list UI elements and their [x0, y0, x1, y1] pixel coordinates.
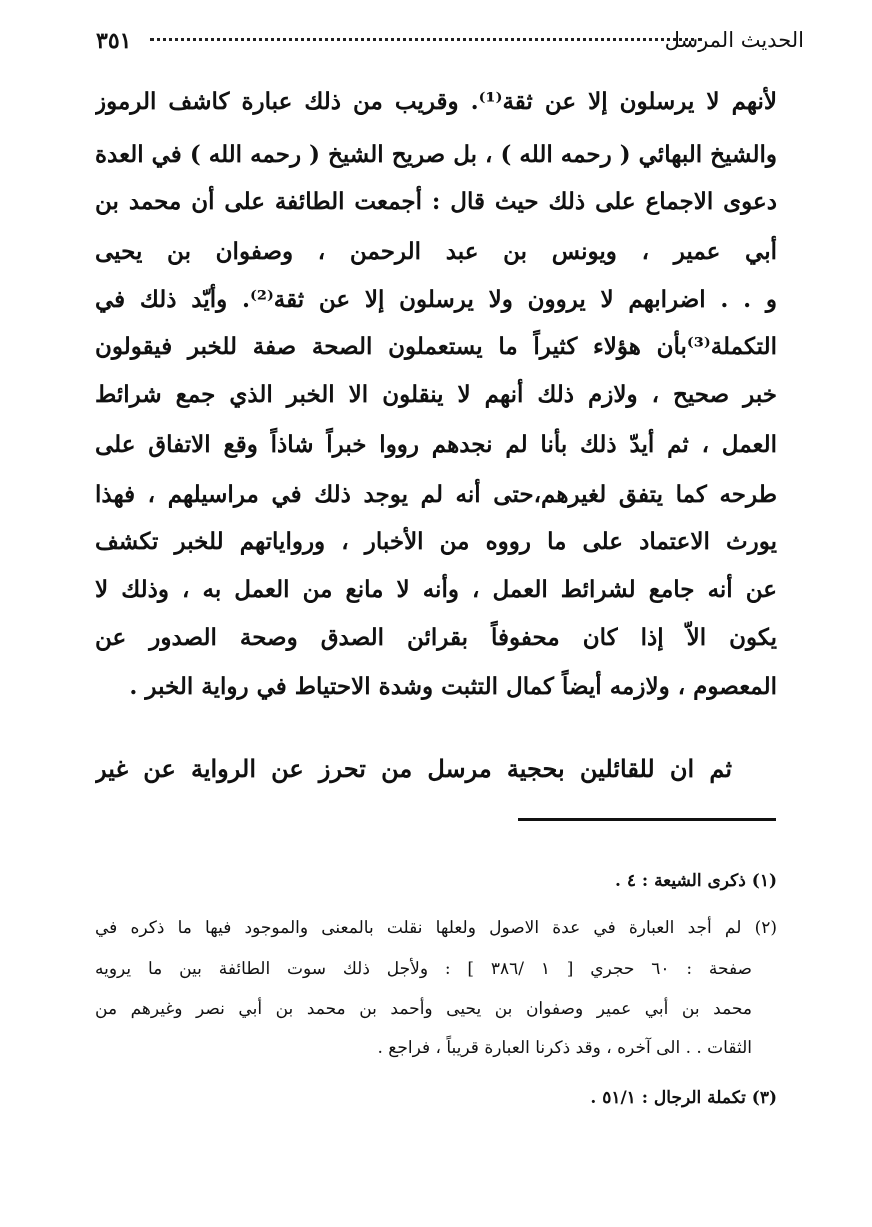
body-line: لأنهم لا يرسلون إلا عن ثقة⁽¹⁾. وقريب من ذلك عبارة كاشف الرموز	[95, 88, 777, 115]
body-line: والشيخ البهائي ( رحمه الله ) ، بل صريح الشيخ ( رحمه الله ) في العدة	[95, 141, 777, 168]
page-number: ٣٥١	[96, 28, 132, 54]
body-line: خبر صحيح ، ولازم ذلك أنهم لا ينقلون الا الخبر الذي جمع شرائط	[95, 381, 777, 408]
body-line: المعصوم ، ولازمه أيضاً كمال التثبت وشدة الاحتياط في رواية الخبر .	[129, 673, 777, 700]
body-line: أبي عمير ، ويونس بن عبد الرحمن ، وصفوان بن يحيى	[95, 238, 777, 265]
body-line: العمل ، ثم أيدّ ذلك بأنا لم نجدهم رووا خبراً شاذاً وقع الاتفاق على	[95, 431, 777, 458]
footnote-2-line: (٢) لم أجد العبارة في عدة الاصول ولعلها نقلت بالمعنى والموجود فيها ما ذكره في	[95, 918, 777, 938]
footnote-2-line: الثقات . . الى آخره ، وقد ذكرنا العبارة قريباً ، فراجع .	[377, 1038, 752, 1058]
body-line: طرحه كما يتفق لغيرهم،حتى أنه لم يوجد ذلك في مراسيلهم ، فهذا	[95, 481, 777, 508]
body-line: و . . اضرابهم لا يروون ولا يرسلون إلا عن ثقة⁽²⁾. وأيّد ذلك في	[95, 286, 777, 313]
body-line: التكملة⁽³⁾بأن هؤلاء كثيراً ما يستعملون الصحة صفة للخبر فيقولون	[95, 333, 777, 360]
running-title: الحديث المرسل	[664, 28, 804, 52]
header-dot-leader	[150, 38, 702, 41]
footnote-separator	[518, 818, 776, 821]
footnote-2-line: صفحة : ٦٠ حجري [ ١ /٣٨٦ ] : ولأجل ذلك سوت الطائفة بين ما يرويه	[95, 959, 752, 979]
body-line: يورث الاعتماد على ما رووه من الأخبار ، ورواياتهم للخبر تكشف	[95, 528, 777, 555]
body-line: يكون الاّ إذا كان محفوفاً بقرائن الصدق وصحة الصدور عن	[95, 624, 777, 651]
footnote-3: (٣) تكملة الرجال : ٥١/١ .	[590, 1088, 777, 1108]
body-line: دعوى الاجماع على ذلك حيث قال : أجمعت الطائفة على أن محمد بن	[95, 188, 777, 215]
footnote-2-line: محمد بن أبي عمير وصفوان بن يحيى وأحمد بن محمد بن أبي نصر وغيرهم من	[95, 999, 752, 1019]
new-paragraph: ثم ان للقائلين بحجية مرسل من تحرز عن الرواية عن غير	[95, 754, 732, 783]
body-line: عن أنه جامع لشرائط العمل ، وأنه لا مانع من العمل به ، وذلك لا	[95, 576, 777, 603]
footnote-1: (١) ذكرى الشيعة : ٤ .	[614, 871, 777, 891]
